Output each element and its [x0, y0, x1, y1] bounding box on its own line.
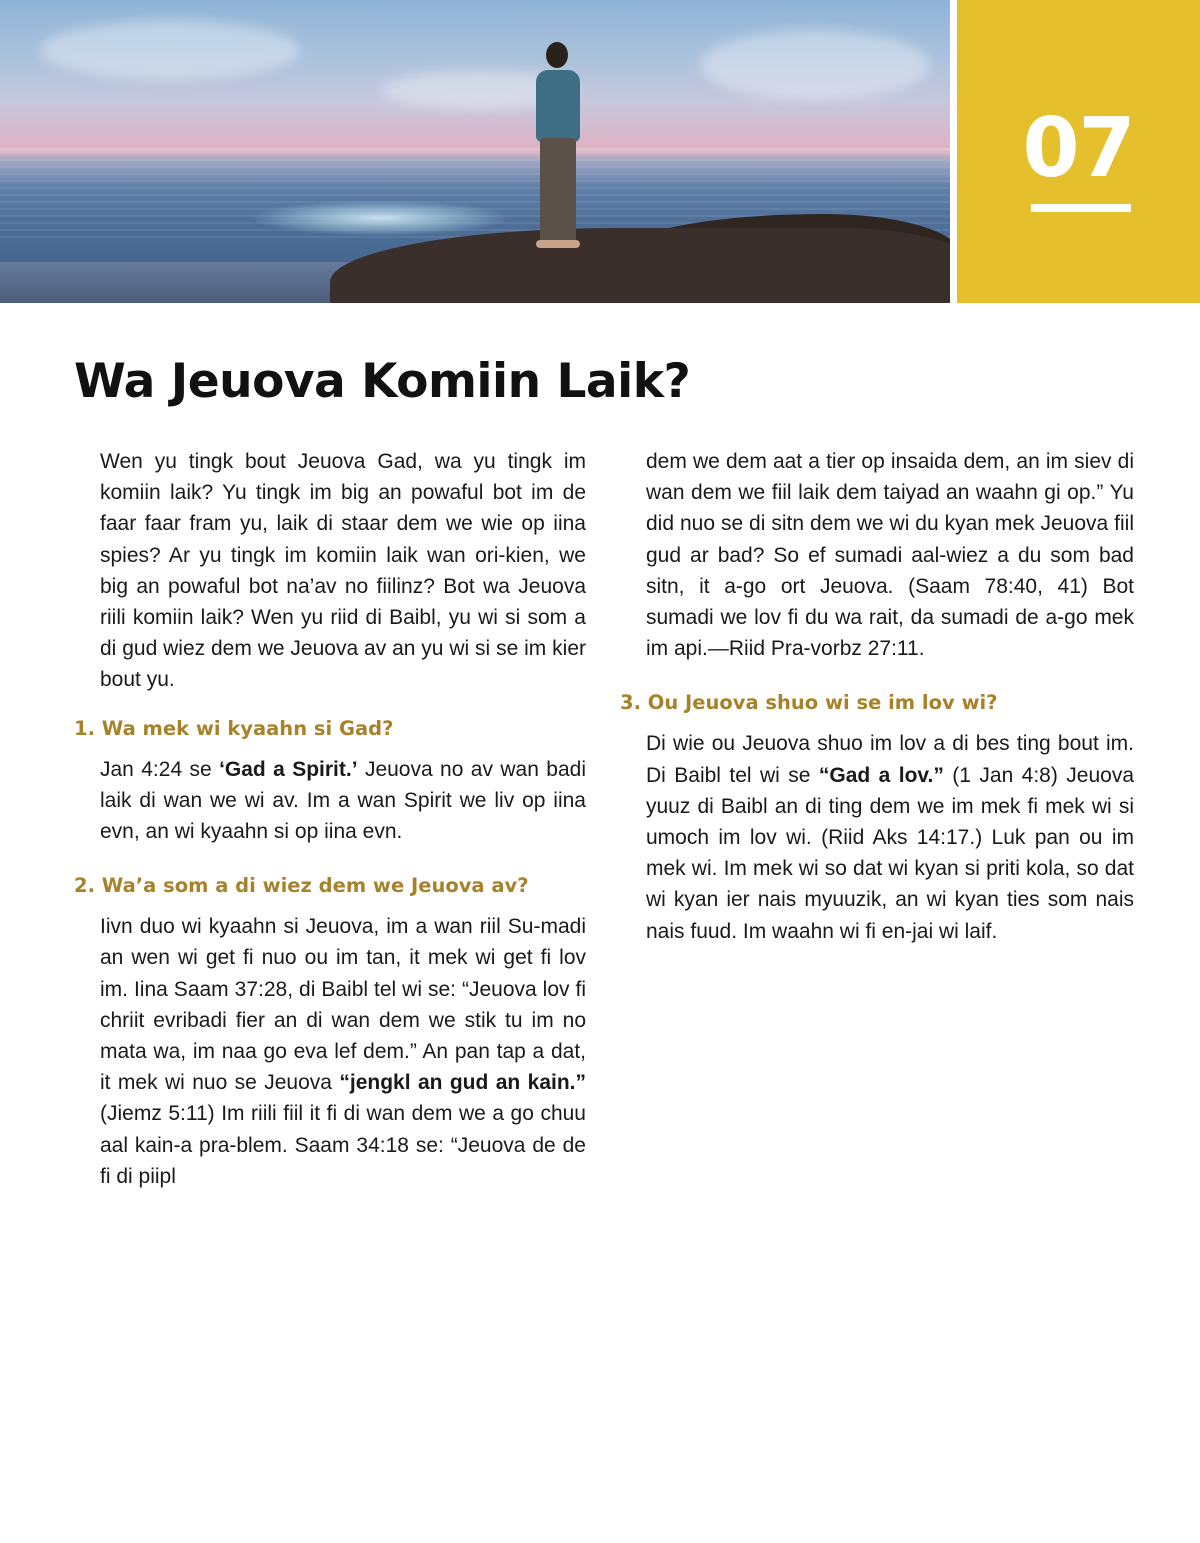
wave [250, 200, 510, 236]
question-2: 2. Wa’a som a di wiez dem we Jeuova av? [74, 874, 529, 898]
hero-image [0, 0, 950, 303]
chapter-tab [957, 0, 1200, 303]
answer-2-part-1: Iivn duo wi kyaahn si Jeuova, im a wan riil Su-madi an wen wi get fi nuo ou im tan, it mek wi get fi lov im. Iina Saam 37:28, di Baibl tel wi se: “Jeuova lov fi chriit evribadi fier an di wan dem we stik tu im no mata wa, im naa go eva lef dem.” An pan tap a dat, it mek wi nuo se Jeuova “jengkl an gud an kain.” (Jiemz 5:11) Im riili fiil it fi di wan dem we a go chuu aal kain-a pra-blem. Saam 34:18 se: “Jeuova de de fi di piipl [100, 915, 587, 1188]
chapter-underline [1031, 204, 1131, 212]
intro-paragraph: Wen yu tingk bout Jeuova Gad, wa yu tingk im komiin laik? Yu tingk im big an powaful bot im de faar faar fram yu, laik di staar dem we wie op iina spies? Ar yu tingk im komiin laik wan ori-kien, we big an powaful bot na’av no fiilinz? Bot wa Jeuova riili komiin laik? Wen yu riid di Baibl, yu wi si som a di gud wiez dem we Jeuova av an yu wi si se im kier bout yu. [100, 450, 586, 692]
question-3: 3. Ou Jeuova shuo wi se im lov wi? [620, 691, 998, 715]
cloud [40, 20, 300, 80]
page-title: Wa Jeuova Komiin Laik? [74, 354, 691, 409]
right-column [620, 446, 1134, 947]
chapter-number: 07 [1022, 101, 1135, 196]
answer-2-part-2: dem we dem aat a tier op insaida dem, an im siev di wan dem we fiil laik dem taiyad an waahn gi op.” Yu did nuo se di sitn dem we wi du kyan mek Jeuova fiil gud ar bad? So ef sumadi aal-wiez a du som bad sitn, it a-go ort Jeuova. (Saam 78:40, 41) Bot sumadi we lov fi du wa rait, da sumadi de a-go mek im api.—Riid Pra-vorbz 27:11. [646, 450, 1134, 661]
answer-1: Jan 4:24 se ‘Gad a Spirit.’ Jeuova no av wan badi laik di wan we wi av. Im a wan Spirit we liv op iina evn, an wi kyaahn si op iina evn. [100, 757, 586, 844]
cloud [700, 30, 930, 100]
person-silhouette [528, 42, 588, 252]
horizon [0, 148, 950, 151]
question-1: 1. Wa mek wi kyaahn si Gad? [74, 716, 394, 740]
left-column [74, 446, 586, 1192]
answer-3: Di wie ou Jeuova shuo im lov a di bes ting bout im. Di Baibl tel wi se “Gad a lov.” (1 Jan 4:8) Jeuova yuuz di Baibl an di ting dem we im mek fi mek wi si umoch im lov wi. (Riid Aks 14:17.) Luk pan ou im mek wi. Im mek wi so dat wi kyan si priti kola, so dat wi kyan ier nais myuuzik, an wi kyan ties som nais nais fuud. Im waahn wi fi en-jai wi laif. [646, 732, 1135, 943]
